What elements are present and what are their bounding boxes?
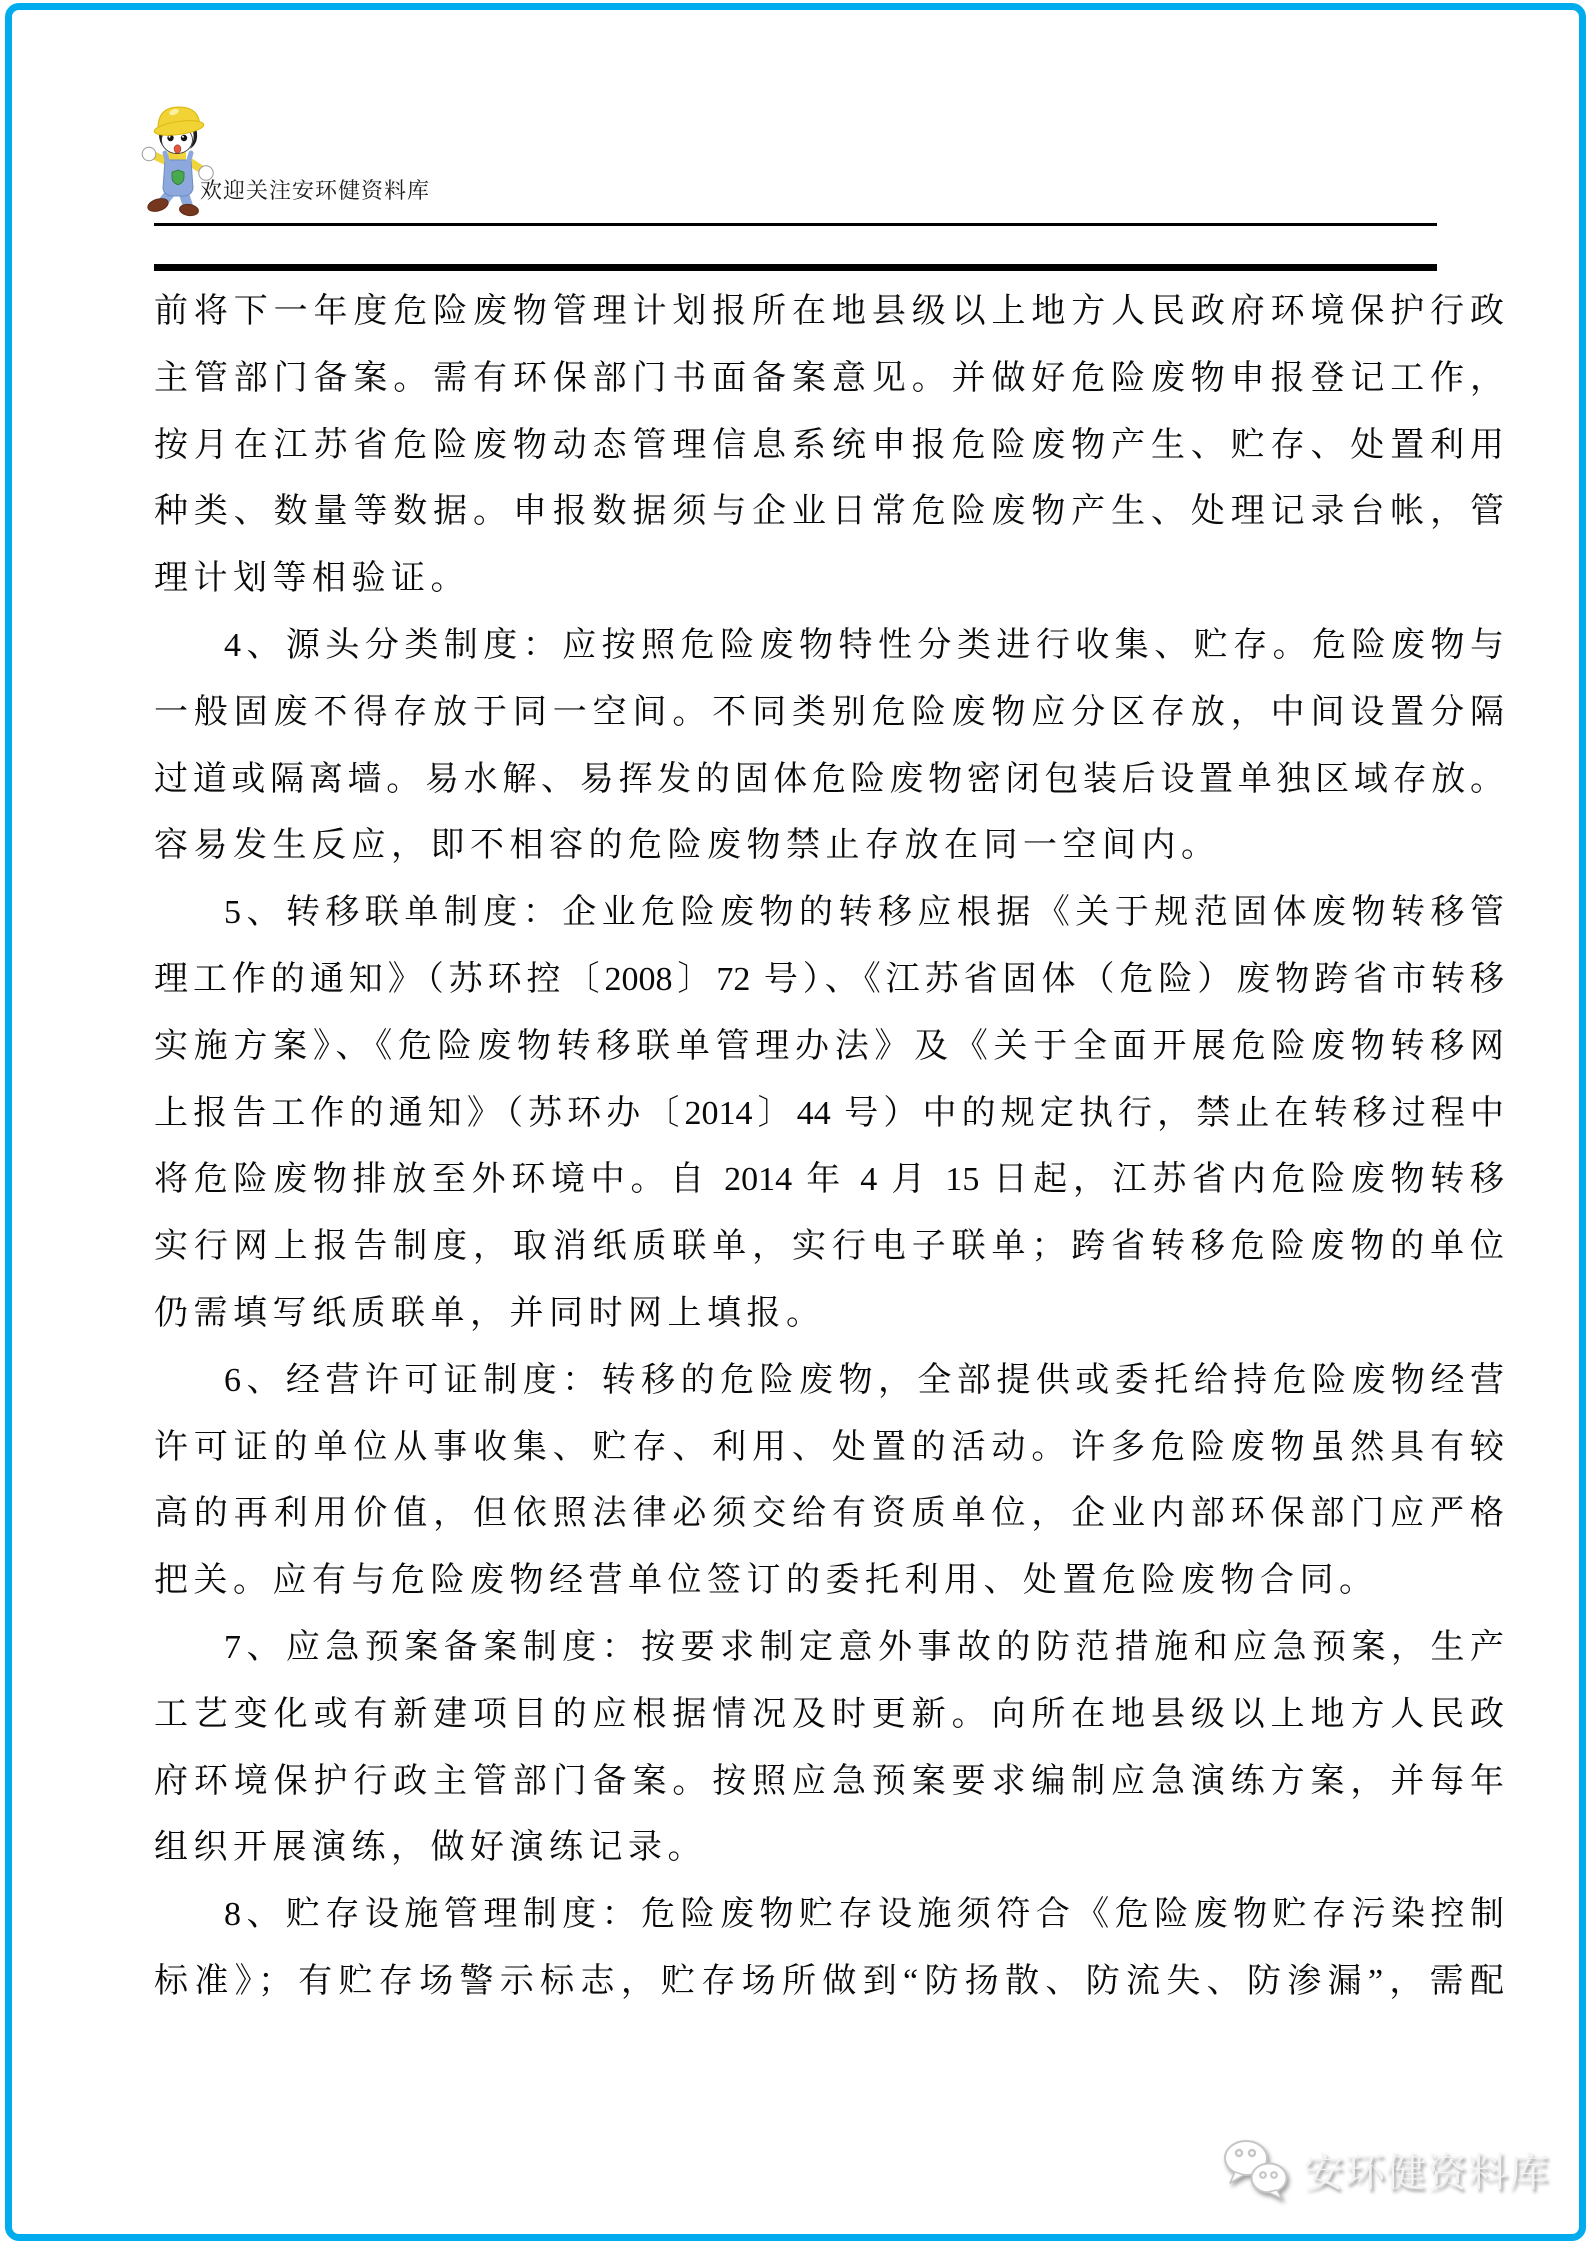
- text-line: 标准》；有贮存场警示标志，贮存场所做到“防扬散、防流失、防渗漏”，需配: [154, 1962, 1504, 2000]
- paragraph: [154, 1882, 1504, 2016]
- text-line: 工艺变化或有新建项目的应根据情况及时更新。向所在地县级以上地方人民政: [154, 1695, 1504, 1733]
- text-line: 过道或隔离墙。易水解、易挥发的固体危险废物密闭包装后设置单独区域存放。: [154, 760, 1504, 798]
- text-line: 种类、数量等数据。申报数据须与企业日常危险废物产生、处理记录台帐，管: [154, 493, 1504, 531]
- text-line: 实行网上报告制度，取消纸质联单，实行电子联单；跨省转移危险废物的单位: [154, 1228, 1504, 1266]
- text-line: 7、应急预案备案制度：按要求制定意外事故的防范措施和应急预案，生产: [224, 1628, 1504, 1666]
- paragraph: [154, 279, 1504, 613]
- text-line: 主管部门备案。需有环保部门书面备案意见。并做好危险废物申报登记工作，: [154, 359, 1504, 397]
- paragraph: [154, 880, 1504, 1348]
- text-line: 容易发生反应，即不相容的危险废物禁止存放在同一空间内。: [154, 827, 1221, 865]
- text-line: 高的再利用价值，但依照法律必须交给有资质单位，企业内部环保部门应严格: [154, 1495, 1504, 1533]
- document-body: [154, 279, 1504, 2016]
- brand-text: 欢迎关注安环健资料库: [200, 178, 431, 203]
- text-line: 按月在江苏省危险废物动态管理信息系统申报危险废物产生、贮存、处置利用: [154, 426, 1504, 464]
- header-divider-thick: [154, 264, 1437, 271]
- text-line: 理工作的通知》（苏环控〔2008〕72 号）、《江苏省固体（危险）废物跨省市转移: [154, 960, 1504, 998]
- paragraph: [154, 613, 1504, 880]
- paragraph: [154, 1348, 1504, 1615]
- text-line: 将危险废物排放至外环境中。自 2014 年 4 月 15 日起，江苏省内危险废物转移: [154, 1161, 1504, 1199]
- text-line: 实施方案》、《危险废物转移联单管理办法》及《关于全面开展危险废物转移网: [154, 1027, 1504, 1065]
- text-line: 6、经营许可证制度：转移的危险废物，全部提供或委托给持危险废物经营: [224, 1361, 1504, 1399]
- paragraph: [154, 1615, 1504, 1882]
- text-line: 4、源头分类制度：应按照危险废物特性分类进行收集、贮存。危险废物与: [224, 626, 1504, 664]
- text-line: 理计划等相验证。: [154, 560, 470, 598]
- text-line: 一般固废不得存放于同一空间。不同类别危险废物应分区存放，中间设置分隔: [154, 693, 1504, 731]
- text-line: 8、贮存设施管理制度：危险废物贮存设施须符合《危险废物贮存污染控制: [224, 1896, 1504, 1934]
- watermark-text: 安环健资料库: [1304, 2150, 1550, 2195]
- text-line: 前将下一年度危险废物管理计划报所在地县级以上地方人民政府环境保护行政: [154, 293, 1504, 330]
- text-line: 5、转移联单制度：企业危险废物的转移应根据《关于规范固体废物转移管: [224, 894, 1504, 932]
- text-line: 许可证的单位从事收集、贮存、利用、处置的活动。许多危险废物虽然具有较: [154, 1428, 1504, 1466]
- watermark: [1222, 2136, 1550, 2202]
- wechat-icon: [1222, 2136, 1292, 2202]
- text-line: 府环境保护行政主管部门备案。按照应急预案要求编制应急演练方案，并每年: [154, 1762, 1504, 1800]
- text-line: 仍需填写纸质联单，并同时网上填报。: [154, 1294, 826, 1332]
- header-divider-thin: [154, 223, 1437, 226]
- text-line: 把关。应有与危险废物经营单位签订的委托利用、处置危险废物合同。: [154, 1562, 1379, 1600]
- text-line: 组织开展演练，做好演练记录。: [154, 1829, 707, 1867]
- text-line: 上报告工作的通知》（苏环办〔2014〕44 号）中的规定执行，禁止在转移过程中: [154, 1094, 1504, 1132]
